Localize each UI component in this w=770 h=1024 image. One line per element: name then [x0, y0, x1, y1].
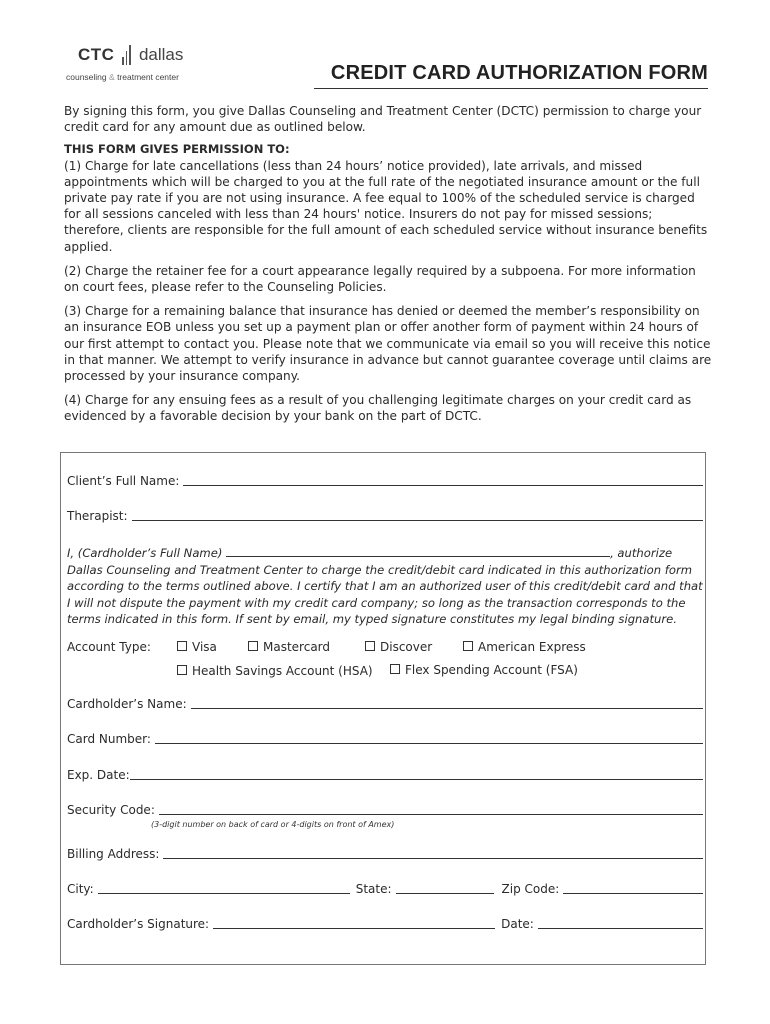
- permission-heading: THIS FORM GIVES PERMISSION TO:: [64, 142, 290, 157]
- checkbox-icon[interactable]: [463, 641, 473, 651]
- term-item-2: (2) Charge the retainer fee for a court appearance legally required by a subpoena. For more information on court fees, please refer to the Counseling Policies.: [64, 263, 696, 295]
- term-item-4: (4) Charge for any ensuing fees as a result of you challenging legitimate charges on your credit card as evidenced by a favorable decision by your bank on the part of DCTC.: [64, 393, 692, 424]
- option-mastercard[interactable]: Mastercard: [248, 640, 330, 654]
- authorization-body: Counseling and Treatment Center to charge the credit/debit card indicated in this authorization form according to the terms outlined above. I certify that I am an authorized user of this credit/debit card and that I will not dispute the payment with my credit card company; so long as the transaction corresponds to the terms indicated in this form. If sent by email, my typed signature constitutes my legal binding signature.: [67, 562, 703, 626]
- authorization-form-box: [60, 452, 706, 965]
- term-item-3: (3) Charge for a remaining balance that insurance has denied or deemed the member’s responsibility on an insurance EOB unless you set up a payment plan or offer another form of payment within 24 hours of our first attempt to contact you. Please note that we communicate via email so you will receive this notice in that manner. We attempt to verify insurance in advance but cannot guarantee coverage until claims are processed by your insurance company.: [64, 304, 712, 384]
- option-american-express[interactable]: American Express: [463, 640, 586, 654]
- checkbox-icon[interactable]: [177, 665, 187, 675]
- logo-bars-icon: [122, 45, 133, 65]
- security-code-label: Security Code:: [67, 803, 155, 817]
- option-visa[interactable]: Visa: [177, 640, 217, 654]
- intro-paragraph: By signing this form, you give Dallas Counseling and Treatment Center (DCTC) permission to charge your credit card for any amount due as outlined below.: [64, 104, 702, 135]
- client-name-label: Client’s Full Name:: [67, 474, 180, 488]
- state-label: State:: [355, 882, 392, 896]
- zip-label: Zip Code:: [501, 882, 560, 896]
- city-state-zip-row: [67, 881, 703, 896]
- signature-row: [67, 916, 703, 931]
- billing-address-label: Billing Address:: [67, 847, 160, 861]
- cardholder-name-field[interactable]: [191, 696, 703, 709]
- billing-address-row: [67, 846, 703, 861]
- date-field[interactable]: [538, 916, 703, 929]
- title-divider: [314, 88, 708, 89]
- security-code-note: (3-digit number on back of card or 4-digits on front of Amex): [151, 820, 395, 829]
- exp-date-label: Exp. Date:: [67, 768, 130, 782]
- city-label: City:: [67, 882, 94, 896]
- client-name-row: [67, 473, 703, 488]
- option-hsa[interactable]: Health Savings Account (HSA): [177, 664, 373, 678]
- authorization-statement: I, (Cardholder’s Full Name) , authorize Dallas Counseling and Treatment Center to charge the credit/debit card indicated in this authorization form according to the terms outlined above. I certify that I am an authorized user of this credit/debit card and that I will not dispute the payment with my credit card company; so long as the transaction corresponds to the terms indicated in this form. If sent by email, my typed signature constitutes my legal binding signature.: [67, 546, 703, 626]
- cardholder-name-label: Cardholder’s Name:: [67, 697, 187, 711]
- cardholder-name-row: [67, 696, 703, 711]
- term-item-1: (1) Charge for late cancellations (less than 24 hours’ notice provided), late arrivals, and missed appointments which will be charged to you at the full rate of the negotiated insurance amount or the full private pay rate if you are not using insurance. A fee equal to 100% of the scheduled service is charged for all sessions canceled with less than 24 hours' notice. Insurers do not pay for missed sessions; therefore, clients are responsible for the full amount of each scheduled service without insurance benefits applied.: [64, 158, 708, 254]
- terms-section: [64, 103, 712, 433]
- security-code-row: [67, 802, 703, 817]
- therapist-field[interactable]: [132, 508, 703, 521]
- checkbox-icon[interactable]: [365, 641, 375, 651]
- security-code-field[interactable]: [159, 802, 703, 815]
- city-field[interactable]: [98, 881, 350, 894]
- date-label: Date:: [501, 917, 534, 931]
- signature-label: Cardholder’s Signature:: [67, 917, 210, 931]
- card-number-row: [67, 731, 703, 746]
- account-type-label: Account Type:: [67, 640, 151, 654]
- exp-date-field[interactable]: [130, 767, 703, 780]
- page-title: CREDIT CARD AUTHORIZATION FORM: [330, 62, 708, 84]
- logo-subtitle: counseling & treatment center: [66, 72, 179, 82]
- ctc-logo: [66, 40, 216, 82]
- state-field[interactable]: [396, 881, 494, 894]
- card-number-field[interactable]: [155, 731, 703, 744]
- checkbox-icon[interactable]: [177, 641, 187, 651]
- exp-date-row: [67, 767, 703, 782]
- cardholder-full-name-field[interactable]: [226, 546, 610, 557]
- therapist-label: Therapist:: [67, 509, 128, 523]
- therapist-row: [67, 508, 703, 523]
- logo-dallas-text: dallas: [138, 45, 184, 64]
- checkbox-icon[interactable]: [390, 664, 400, 674]
- signature-field[interactable]: [213, 916, 495, 929]
- zip-field[interactable]: [563, 881, 703, 894]
- option-fsa[interactable]: Flex Spending Account (FSA): [390, 663, 578, 677]
- checkbox-icon[interactable]: [248, 641, 258, 651]
- card-number-label: Card Number:: [67, 732, 151, 746]
- option-discover[interactable]: Discover: [365, 640, 432, 654]
- logo-ctc-text: CTC: [78, 45, 115, 64]
- billing-address-field[interactable]: [163, 846, 703, 859]
- client-name-field[interactable]: [183, 473, 703, 486]
